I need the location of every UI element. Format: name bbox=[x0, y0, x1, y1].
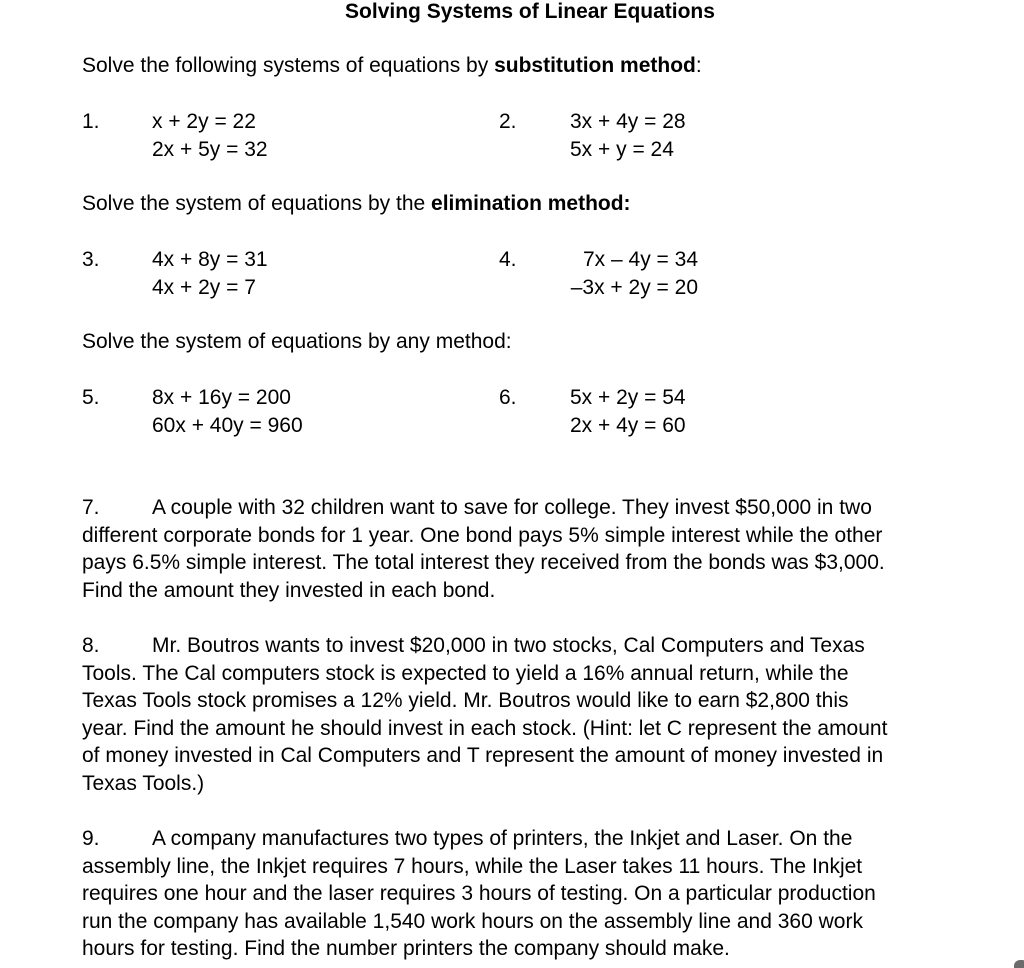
problem-2-equation-2: 5x + y = 24 bbox=[570, 138, 674, 161]
word-problem-line: different corporate bonds for 1 year. One bond pays 5% simple interest while the other bbox=[82, 523, 883, 547]
problem-1-equation-1: x + 2y = 22 bbox=[152, 110, 256, 133]
word-problem-line: Find the amount they invested in each bond. bbox=[82, 578, 496, 602]
section-3-instruction bbox=[82, 328, 512, 356]
word-problem-line bbox=[82, 494, 982, 522]
instruction-bold: elimination method: bbox=[431, 192, 631, 215]
word-problem-line: Texas Tools stock promises a 12% yield. Mr. Boutros would like to earn $2,800 this bbox=[82, 689, 849, 712]
problem-3-equation-1: 4x + 8y = 31 bbox=[152, 248, 268, 271]
word-problem-number: 7. bbox=[82, 496, 100, 519]
problem-4-system bbox=[558, 246, 698, 302]
instruction-text: Solve the system of equations by the bbox=[82, 192, 432, 215]
problem-2-equation-1: 3x + 4y = 28 bbox=[570, 110, 686, 133]
instruction-text: Solve the system of equations by any method: bbox=[82, 330, 512, 353]
problem-5-number: 5. bbox=[82, 386, 100, 409]
word-problem-line: pays 6.5% simple interest. The total interest they received from the bonds was $3,000. bbox=[82, 551, 885, 574]
word-problem-line bbox=[82, 825, 982, 853]
word-problem-line: run the company has available 1,540 work hours on the assembly line and 360 work bbox=[82, 909, 863, 933]
problem-3-number: 3. bbox=[82, 248, 100, 271]
word-problem-8 bbox=[82, 632, 982, 797]
problem-5-equation-1: 8x + 16y = 200 bbox=[152, 386, 291, 409]
problem-1-equation-2: 2x + 5y = 32 bbox=[152, 138, 268, 161]
section-2-instruction bbox=[82, 190, 631, 218]
problem-4-number: 4. bbox=[499, 248, 517, 271]
problem-6-equation-1: 5x + 2y = 54 bbox=[570, 386, 686, 409]
word-problem-line bbox=[82, 632, 982, 660]
word-problem-line: year. Find the amount he should invest in each stock. (Hint: let C represent the amount bbox=[82, 716, 888, 740]
word-problem-text: Mr. Boutros wants to invest $20,000 in two stocks, Cal Computers and Texas bbox=[152, 634, 865, 657]
word-problem-text: A couple with 32 children want to save for college. They invest $50,000 in two bbox=[152, 496, 872, 519]
problem-5-equation-2: 60x + 40y = 960 bbox=[152, 414, 303, 437]
word-problem-number: 8. bbox=[82, 634, 100, 657]
word-problem-text: A company manufactures two types of printers, the Inkjet and Laser. On the bbox=[152, 827, 853, 850]
word-problem-line: assembly line, the Inkjet requires 7 hours, while the Laser takes 11 hours. The Inkjet bbox=[82, 854, 863, 878]
problem-4-equation-2: –3x + 2y = 20 bbox=[570, 276, 698, 299]
word-problem-9 bbox=[82, 825, 982, 963]
problem-3-system bbox=[152, 246, 268, 302]
problem-4-equation-1: 7x – 4y = 34 bbox=[583, 248, 698, 271]
word-problem-line: hours for testing. Find the number printers the company should make. bbox=[82, 937, 730, 960]
instruction-suffix: : bbox=[695, 54, 702, 77]
section-1-instruction bbox=[82, 52, 702, 80]
problem-2-system bbox=[570, 108, 686, 164]
word-problem-line: of money invested in Cal Computers and T represent the amount of money invested in bbox=[82, 744, 884, 767]
page-title: Solving Systems of Linear Equations bbox=[345, 0, 715, 23]
word-problem-line: Tools. The Cal computers stock is expected to yield a 16% annual return, while the bbox=[82, 661, 849, 685]
word-problem-number: 9. bbox=[82, 827, 100, 850]
problem-3-equation-2: 4x + 2y = 7 bbox=[152, 276, 256, 299]
problem-6-equation-2: 2x + 4y = 60 bbox=[570, 414, 686, 437]
word-problem-line: requires one hour and the laser requires 3 hours of testing. On a particular production bbox=[82, 882, 876, 905]
problem-6-system bbox=[570, 384, 686, 440]
problem-2-number: 2. bbox=[499, 110, 517, 133]
problem-5-system bbox=[152, 384, 303, 440]
problem-1-system bbox=[152, 108, 268, 164]
problem-6-number: 6. bbox=[499, 386, 517, 409]
word-problem-7 bbox=[82, 494, 982, 604]
instruction-bold: substitution method bbox=[494, 54, 696, 77]
scrollbar-handle[interactable] bbox=[1014, 960, 1024, 968]
word-problem-line: Texas Tools.) bbox=[82, 771, 205, 795]
instruction-text: Solve the following systems of equations by bbox=[82, 54, 495, 77]
problem-1-number: 1. bbox=[82, 110, 100, 133]
